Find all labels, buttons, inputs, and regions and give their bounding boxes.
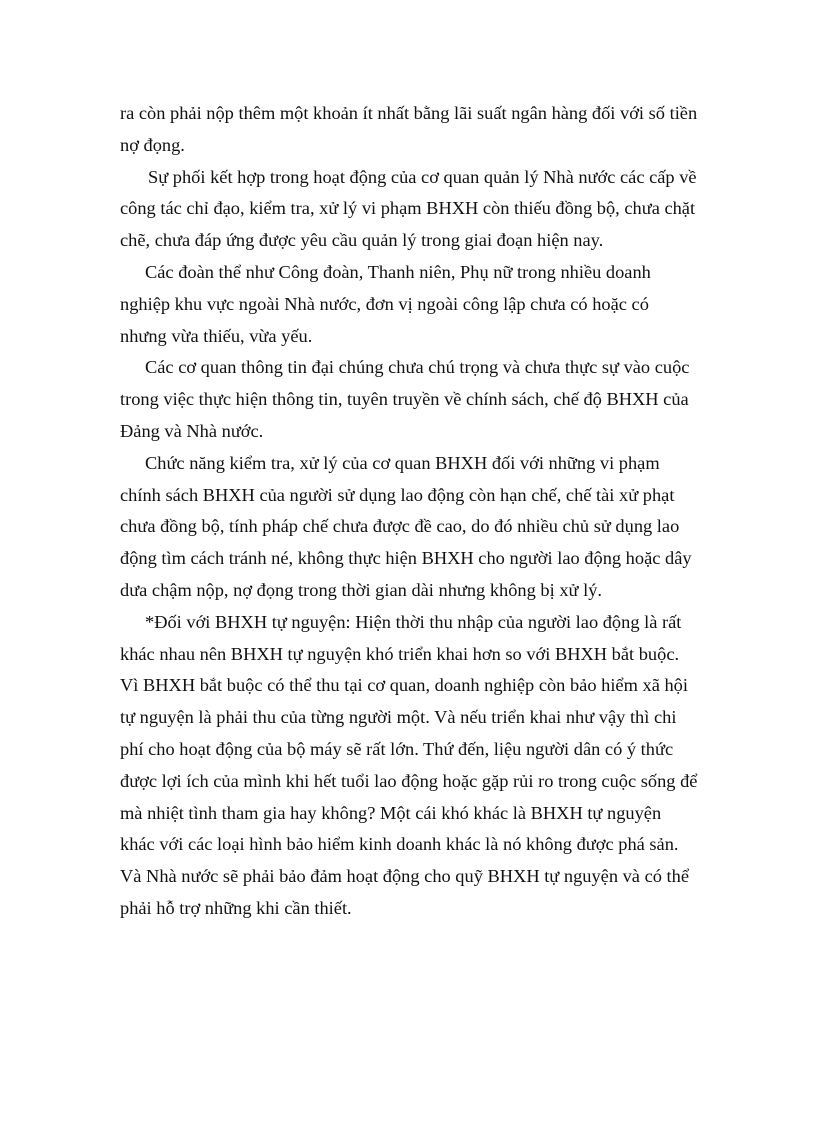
paragraph-coordination: Sự phối kết hợp trong hoạt động của cơ quan quản lý Nhà nước các cấp về công tác chỉ đạo, kiểm tra, xử lý vi phạm BHXH còn thiếu đồng bộ, chưa chặt chẽ, chưa đáp ứng được yêu cầu quản lý trong giai đoạn hiện nay.: [120, 166, 697, 251]
document-page: [120, 98, 698, 925]
paragraph-continuation: ra còn phải nộp thêm một khoản ít nhất bằng lãi suất ngân hàng đối với số tiền nợ đọng.: [120, 103, 698, 155]
paragraph-media: Các cơ quan thông tin đại chúng chưa chú trọng và chưa thực sự vào cuộc trong việc thực hiện thông tin, tuyên truyền về chính sách, chế độ BHXH của Đảng và Nhà nước.: [120, 357, 690, 441]
paragraph-voluntary-insurance: *Đối với BHXH tự nguyện: Hiện thời thu nhập của người lao động là rất khác nhau nên BHXH tự nguyện khó triển khai hơn so với BHXH bắt buộc. Vì BHXH bắt buộc có thể thu tại cơ quan, doanh nghiệp còn bảo hiểm xã hội tự nguyện là phải thu của từng người một. Và nếu triển khai như vậy thì chi phí cho hoạt động của bộ máy sẽ rất lớn. Thứ đến, liệu người dân có ý thức được lợi ích của mình khi hết tuổi lao động hoặc gặp rủi ro trong cuộc sống để mà nhiệt tình tham gia hay không? Một cái khó khác là BHXH tự nguyện khác với các loại hình bảo hiểm kinh doanh khác là nó không được phá sản. Và Nhà nước sẽ phải bảo đảm hoạt động cho quỹ BHXH tự nguyện và có thể phải hỗ trợ những khi cần thiết.: [120, 611, 698, 918]
paragraph-inspection: Chức năng kiểm tra, xử lý của cơ quan BHXH đối với những vi phạm chính sách BHXH của người sử dụng lao động còn hạn chế, chế tài xử phạt chưa đồng bộ, tính pháp chế chưa được đề cao, do đó nhiều chủ sử dụng lao động tìm cách tránh né, không thực hiện BHXH cho người lao động hoặc dây dưa chậm nộp, nợ đọng trong thời gian dài nhưng không bị xử lý.: [120, 452, 692, 600]
paragraph-unions: Các đoàn thể như Công đoàn, Thanh niên, Phụ nữ trong nhiều doanh nghiệp khu vực ngoài Nhà nước, đơn vị ngoài công lập chưa có hoặc có nhưng vừa thiếu, vừa yếu.: [120, 261, 651, 346]
